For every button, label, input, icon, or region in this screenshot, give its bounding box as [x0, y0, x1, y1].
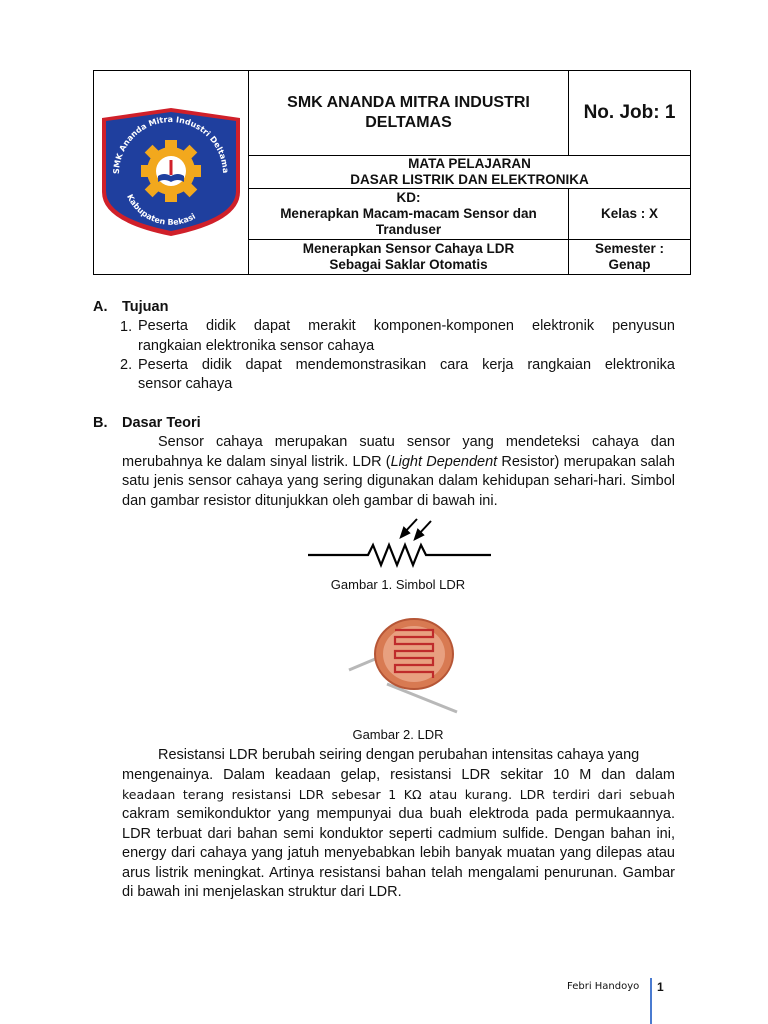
objective-2-line1: Peserta didik dapat mendemonstrasikan cara kerja rangkaian elektronika: [138, 357, 675, 373]
semester-cell: Semester : Genap: [569, 240, 691, 275]
ldr-photo-figure: [345, 610, 465, 720]
footer-divider: [650, 978, 652, 1024]
objective-1-number: 1.: [120, 319, 133, 335]
objective-2-number: 2.: [120, 357, 133, 373]
header-table: [93, 70, 691, 275]
objective-1-line2: rangkaian elektronika sensor cahaya: [138, 338, 375, 354]
kd-cell: [249, 189, 569, 240]
section-b-letter: B.: [93, 415, 108, 431]
kd-label: KD:: [396, 190, 421, 205]
subject-name: DASAR LISTRIK DAN ELEKTRONIKA: [350, 172, 589, 187]
theory-p1-start: Sensor cahaya merupakan suatu sensor yang mendeteksi cahaya dan merubahnya ke dalam sinyal listrik. LDR (: [122, 434, 675, 470]
objective-2-line2: sensor cahaya: [138, 376, 233, 392]
subject-label: MATA PELAJARAN: [408, 156, 531, 171]
theory-p1-italic: Light Dependent: [390, 453, 498, 470]
objective-1-line1: Peserta didik dapat merakit komponen-komponen elektronik penyusun: [138, 318, 675, 334]
topic-cell: Menerapkan Sensor Cahaya LDR Sebagai Saklar Otomatis: [249, 240, 569, 275]
theory-paragraph-1: [122, 433, 675, 511]
logo-text-top: SMK Ananda Mitra Industri Deltama: [111, 114, 231, 175]
theory-p2-line3: keadaan terang resistansi LDR sebesar 1 KΩ atau kurang. LDR terdiri dari sebuah: [122, 787, 675, 802]
theory-p2-line2: mengenainya. Dalam keadaan gelap, resistansi LDR sekitar 10 M dan dalam: [122, 767, 675, 783]
class-label: Kelas : X: [569, 189, 691, 240]
figure-1-caption: Gambar 1. Simbol LDR: [330, 577, 466, 592]
theory-p2-line1: Resistansi LDR berubah seiring dengan perubahan intensitas cahaya yang: [158, 747, 640, 763]
footer-author: Febri Handoyo: [567, 981, 640, 992]
school-logo: [97, 100, 245, 240]
kd-text: Menerapkan Macam-macam Sensor dan Tranduser: [280, 206, 537, 237]
figure-2-caption: Gambar 2. LDR: [352, 727, 444, 742]
ldr-resistor-symbol: [308, 545, 491, 565]
theory-p2-rest: cakram semikonduktor yang mempunyai dua buah elektroda pada permukaannya. LDR terbuat dari bahan semi konduktor seperti cadmium sulfide. Dengan bahan ini, energy dari cahaya yang jatuh menyebabkan lebih banyak muatan yang dilepas atau arus listrik meningkat. Artinya resistansi bahan telah mengalami penurunan. Gambar di bawah ini menjelaskan struktur dari LDR.: [122, 806, 675, 900]
logo-cell: [94, 71, 249, 275]
school-name: SMK ANANDA MITRA INDUSTRI DELTAMAS: [249, 71, 569, 156]
logo-text-bottom: Kabupaten Bekasi: [125, 192, 198, 227]
theory-p1-end: Resistor) merupakan salah satu jenis sensor cahaya yang sering digunakan dalam kehidupan sehari-hari. Simbol dan gambar resistor ditunjukkan oleh gambar di bawah ini.: [122, 453, 675, 509]
section-a-title: Tujuan: [122, 299, 169, 315]
section-b-title: Dasar Teori: [122, 415, 201, 431]
job-number: No. Job: 1: [569, 71, 691, 156]
subject-cell: [249, 156, 691, 189]
light-arrows-icon: [401, 519, 431, 539]
section-a-letter: A.: [93, 299, 108, 315]
ldr-symbol-figure: [300, 512, 500, 572]
page-number: 1: [657, 980, 664, 994]
